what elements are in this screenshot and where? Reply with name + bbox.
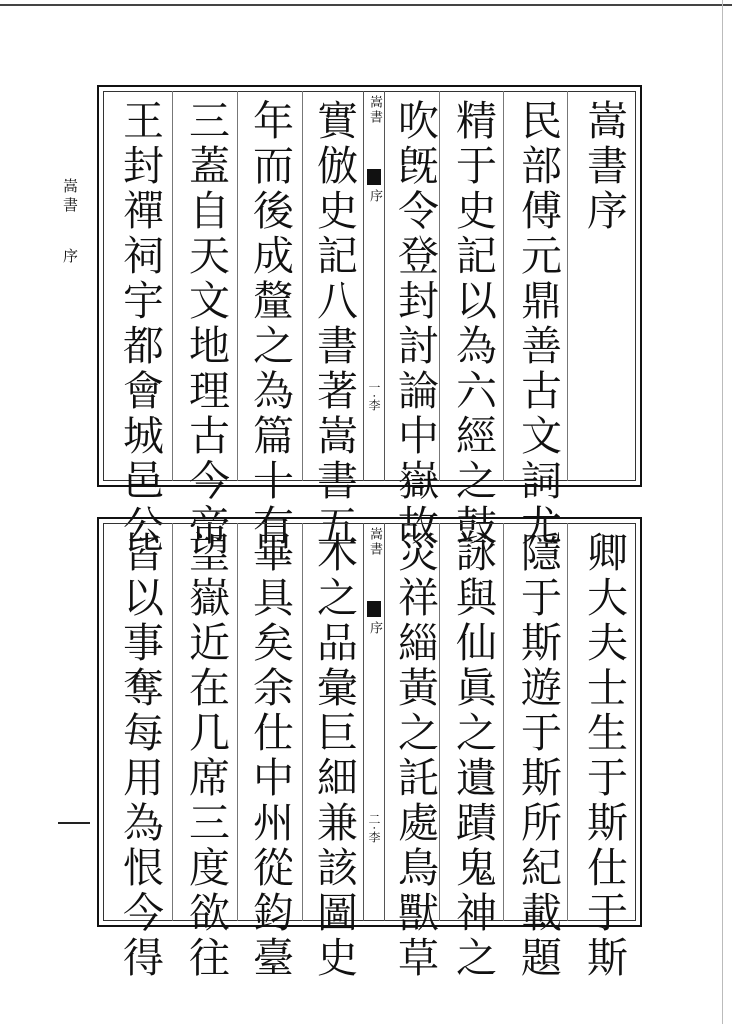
text-column: 民部傅元鼎善古文詞尤 [514,99,562,549]
text-column: 皆以事奪每用為恨今得 [116,531,164,981]
bottom-page-panel [97,517,642,981]
column-divider [237,523,238,921]
text-column: 災祥緇黃之託處鳥獸草 [391,531,439,981]
margin-title-book: 嵩書 [61,178,79,216]
text-column: 實倣史記八書著嵩書五 [310,99,358,549]
center-fold [363,91,385,481]
fold-page-number: 一·李 [367,381,381,412]
text-column: 木之品彙巨細兼該圖史 [310,531,358,981]
column-divider [567,523,568,921]
margin-title-section: 序 [61,247,79,267]
text-column: 隱于斯遊于斯所紀載題 [514,531,562,981]
text-column: 三蓋自天文地理古今帝 [182,99,230,549]
column-divider [302,91,303,481]
text-column: 精于史記以為六經之鼓 [449,99,497,549]
column-divider [172,523,173,921]
fold-book-title: 嵩書 [367,527,382,557]
text-column: 望嶽近在几席三度欲往 [182,531,230,981]
text-column-title: 嵩書序 [580,99,628,234]
margin-title [60,178,81,267]
center-fold [363,523,385,921]
margin-page-mark [58,822,90,824]
right-border-line [722,0,723,1024]
text-column: 詠與仙眞之遺蹟鬼神之 [449,531,497,981]
top-border-line [0,4,732,6]
fold-section-title: 序 [367,189,382,202]
fishtail-mark [367,601,381,617]
top-page-panel [97,85,642,549]
column-divider [503,91,504,481]
column-divider [237,91,238,481]
fold-page-number: 二·李 [367,813,381,844]
fold-section-title: 序 [367,621,382,634]
column-divider [172,91,173,481]
fishtail-mark [367,169,381,185]
text-column: 王封禪祠宇都會城邑公 [116,99,164,549]
column-divider [567,91,568,481]
text-column: 年而後成釐之為篇十有 [246,99,294,549]
text-column: 卿大夫士生于斯仕于斯 [580,531,628,981]
text-column: 吹旣令登封討論中嶽故 [391,99,439,549]
column-divider [503,523,504,921]
text-column: 畢具矣余仕中州從鈞臺 [246,531,294,981]
column-divider [302,523,303,921]
fold-book-title: 嵩書 [367,95,382,125]
